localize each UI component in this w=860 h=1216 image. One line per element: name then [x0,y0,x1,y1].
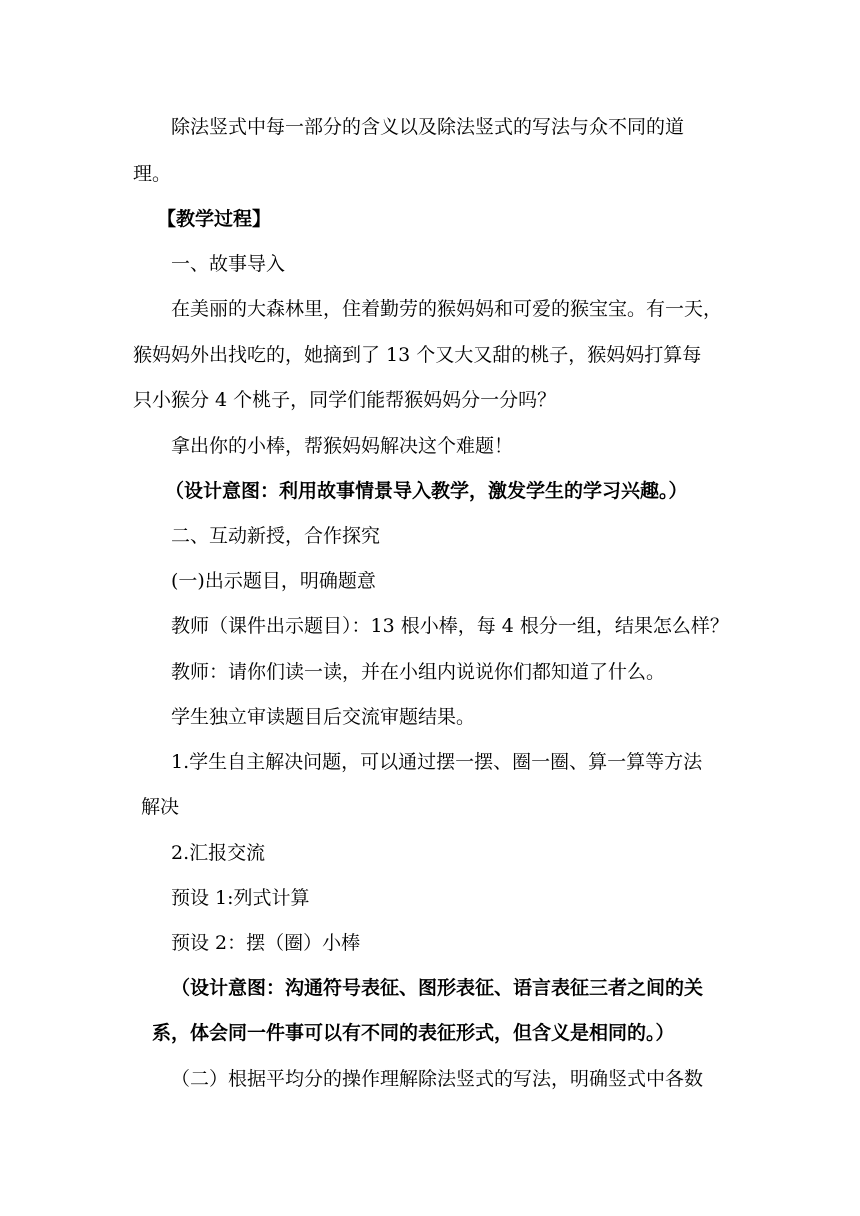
paragraph-line: 拿出你的小棒，帮猴妈妈解决这个难题！ [171,435,514,457]
paragraph-line: 猴妈妈外出找吃的，她摘到了 13 个又大又甜的桃子，猴妈妈打算每 [133,344,702,366]
design-intent-note: （设计意图：沟通符号表征、图形表征、语言表征三者之间的关 [171,977,704,999]
paragraph-line: 除法竖式中每一部分的含义以及除法竖式的写法与众不同的道 [171,116,685,138]
design-intent-note: （设计意图：利用故事情景导入教学，激发学生的学习兴趣。） [165,480,688,502]
paragraph-line: 理。 [133,163,172,185]
section-heading: 【教学过程】 [157,208,272,230]
paragraph-line: 预设 1:列式计算 [171,887,310,909]
paragraph-line: 在美丽的大森林里，住着勤劳的猴妈妈和可爱的猴宝宝。有一天， [171,298,723,320]
subsection-title: （二）根据平均分的操作理解除法竖式的写法，明确竖式中各数 [171,1068,704,1090]
paragraph-line: 2.汇报交流 [171,842,266,864]
subsection-title: (一)出示题目，明确题意 [171,570,376,592]
paragraph-line: 教师：请你们读一读，并在小组内说说你们都知道了什么。 [171,661,666,683]
section-title: 一、故事导入 [171,253,286,275]
paragraph-line: 教师（课件出示题目）：13 根小棒，每 4 根分一组，结果怎么样？ [171,615,729,637]
paragraph-line: 预设 2：摆（圈）小棒 [171,932,361,954]
section-title: 二、互动新授，合作探究 [171,525,381,547]
design-intent-note: 系，体会同一件事可以有不同的表征形式，但含义是相同的。） [152,1022,675,1044]
paragraph-line: 解决 [141,796,180,818]
paragraph-line: 学生独立审读题目后交流审题结果。 [171,706,476,728]
paragraph-line: 1.学生自主解决问题，可以通过摆一摆、圈一圈、算一算等方法 [171,751,703,773]
paragraph-line: 只小猴分 4 个桃子，同学们能帮猴妈妈分一分吗？ [133,389,557,411]
